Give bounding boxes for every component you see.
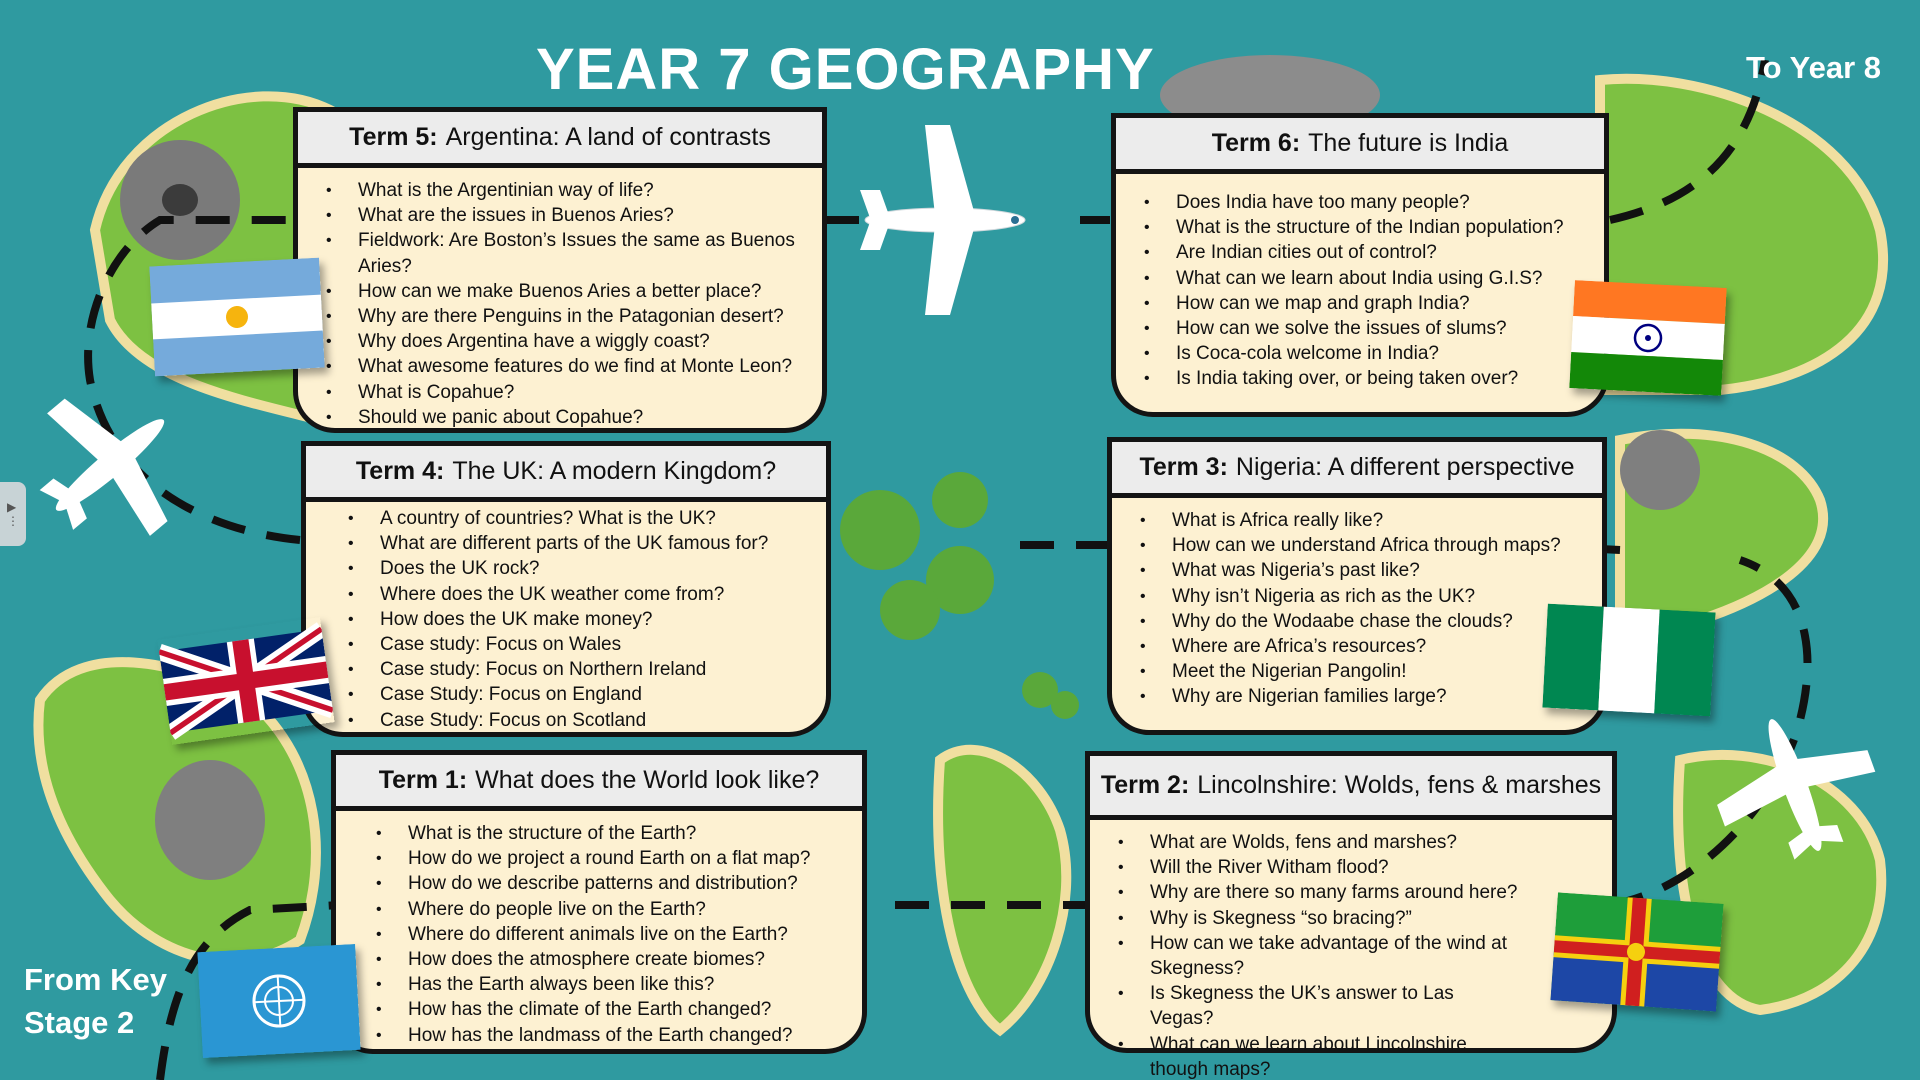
term-6-header — [1116, 118, 1604, 174]
nigeria-flag — [1542, 604, 1715, 717]
list-item: • How can we make Buenos Aries a better place? — [324, 279, 808, 304]
list-item: • What are different parts of the UK famous for? — [346, 531, 812, 556]
term-6-label: Term 6: — [1211, 129, 1301, 157]
term-3-card — [1107, 437, 1607, 735]
list-item: • Where do people live on the Earth? — [374, 897, 848, 922]
list-item: • What is the structure of the Earth? — [374, 821, 848, 846]
united-nations-flag — [197, 944, 360, 1058]
argentina-flag — [149, 258, 325, 377]
airplane-top-center — [860, 125, 1025, 315]
list-item: • How do we project a round Earth on a flat map? — [374, 846, 848, 871]
list-item: • Has the Earth always been like this? — [374, 972, 848, 997]
start-label: From Key Stage 2 — [24, 962, 167, 1040]
union-jack-flag — [157, 617, 334, 745]
term-6-question-list — [1116, 174, 1604, 392]
list-item: • Does the UK rock? — [346, 556, 812, 581]
term-2-title: Lincolnshire: Wolds, fens & marshes — [1197, 771, 1602, 799]
list-item: • Case Study: Focus on England — [346, 682, 812, 707]
list-item: • What can we learn about Lincolnshire though maps? — [1116, 1032, 1522, 1080]
slide-panel-icon: ▶ ⋮ — [7, 500, 19, 528]
list-item: • How has the climate of the Earth changed? — [374, 997, 848, 1022]
list-item: • What awesome features do we find at Monte Leon? — [324, 354, 808, 379]
term-1-question-list — [336, 811, 862, 1048]
term-1-title: What does the World look like? — [475, 766, 820, 794]
list-item: • How has the landmass of the Earth changed? — [374, 1023, 848, 1048]
list-item: • Case study: Focus on Northern Ireland — [346, 657, 812, 682]
list-item: • How can we solve the issues of slums? — [1142, 316, 1590, 341]
end-label: To Year 8 — [1746, 50, 1881, 85]
list-item: • Is Coca-cola welcome in India? — [1142, 341, 1590, 366]
list-item: • Why do the Wodaabe chase the clouds? — [1138, 609, 1588, 634]
term-1-header — [336, 755, 862, 811]
list-item: • Why are there Penguins in the Patagonian desert? — [324, 304, 808, 329]
list-item: • Why isn’t Nigeria as rich as the UK? — [1138, 584, 1588, 609]
list-item: • What can we learn about India using G.I.S? — [1142, 266, 1590, 291]
term-3-label: Term 3: — [1139, 453, 1228, 481]
term-6-title: The future is India — [1308, 129, 1509, 157]
list-item: • Does India have too many people? — [1142, 190, 1590, 215]
palm-cluster — [840, 472, 1079, 719]
list-item: • How can we take advantage of the wind at Skegness? — [1116, 931, 1522, 981]
term-2-card — [1085, 751, 1617, 1080]
list-item: • How do we describe patterns and distribution? — [374, 871, 848, 896]
list-item: • How does the atmosphere create biomes? — [374, 947, 848, 972]
india-flag — [1569, 280, 1726, 396]
airplane-left — [5, 359, 215, 572]
term-3-question-list — [1112, 498, 1602, 710]
term-5-title: Argentina: A land of contrasts — [445, 123, 771, 151]
list-item: • What are the issues in Buenos Aries? — [324, 203, 808, 228]
lincolnshire-flag — [1550, 892, 1723, 1011]
list-item: • Fieldwork: Are Boston’s Issues the same as Buenos Aries? — [324, 228, 808, 278]
list-item: • Are Indian cities out of control? — [1142, 240, 1590, 265]
list-item: • How can we understand Africa through maps? — [1138, 533, 1588, 558]
list-item: • What is Africa really like? — [1138, 508, 1588, 533]
volcano-crater — [162, 184, 198, 216]
island-bottom-center — [938, 750, 1066, 1030]
list-item: • Why are there so many farms around here? — [1116, 880, 1522, 905]
term-5-label: Term 5: — [349, 123, 438, 151]
list-item: • What are Wolds, fens and marshes? — [1116, 830, 1522, 855]
term-4-question-list — [306, 502, 826, 733]
list-item: • Should we panic about Copahue? — [324, 405, 808, 430]
list-item: • Where does the UK weather come from? — [346, 582, 812, 607]
term-5-question-list — [298, 168, 822, 430]
list-item: • How does the UK make money? — [346, 607, 812, 632]
list-item: • Is India taking over, or being taken over? — [1142, 366, 1590, 391]
term-4-label: Term 4: — [355, 457, 445, 485]
term-4-title: The UK: A modern Kingdom? — [452, 457, 777, 485]
list-item: • What is the structure of the Indian population? — [1142, 215, 1590, 240]
term-2-label: Term 2: — [1100, 771, 1190, 799]
term-3-header — [1112, 442, 1602, 498]
rock-bottom-left — [155, 760, 265, 880]
term-2-question-list — [1090, 820, 1612, 1080]
side-control-handle[interactable] — [0, 482, 26, 546]
list-item: • What is the Argentinian way of life? — [324, 178, 808, 203]
list-item: • Where do different animals live on the Earth? — [374, 922, 848, 947]
list-item: • Why is Skegness “so bracing?” — [1116, 906, 1522, 931]
term-2-header — [1090, 756, 1612, 820]
list-item: • What was Nigeria’s past like? — [1138, 558, 1588, 583]
rock-mid-right — [1620, 430, 1700, 510]
list-item: • Why does Argentina have a wiggly coast? — [324, 329, 808, 354]
list-item: • Meet the Nigerian Pangolin! — [1138, 659, 1588, 684]
list-item: • Where are Africa’s resources? — [1138, 634, 1588, 659]
term-5-card — [293, 107, 827, 433]
term-1-card — [331, 750, 867, 1054]
term-6-card — [1111, 113, 1609, 417]
list-item: • Is Skegness the UK’s answer to Las Vegas? — [1116, 981, 1522, 1031]
list-item: • Will the River Witham flood? — [1116, 855, 1522, 880]
list-item: • Why are Nigerian families large? — [1138, 684, 1588, 709]
list-item: • Case study: Focus on Wales — [346, 632, 812, 657]
term-4-card — [301, 441, 831, 737]
list-item: • How can we map and graph India? — [1142, 291, 1590, 316]
list-item: • What is Copahue? — [324, 380, 808, 405]
list-item: • Case Study: Focus on Scotland — [346, 708, 812, 733]
list-item: • A country of countries? What is the UK? — [346, 506, 812, 531]
term-5-header — [298, 112, 822, 168]
term-1-label: Term 1: — [378, 766, 468, 794]
term-3-title: Nigeria: A different perspective — [1235, 453, 1575, 481]
term-4-header — [306, 446, 826, 502]
page-title: YEAR 7 GEOGRAPHY — [536, 37, 1155, 102]
